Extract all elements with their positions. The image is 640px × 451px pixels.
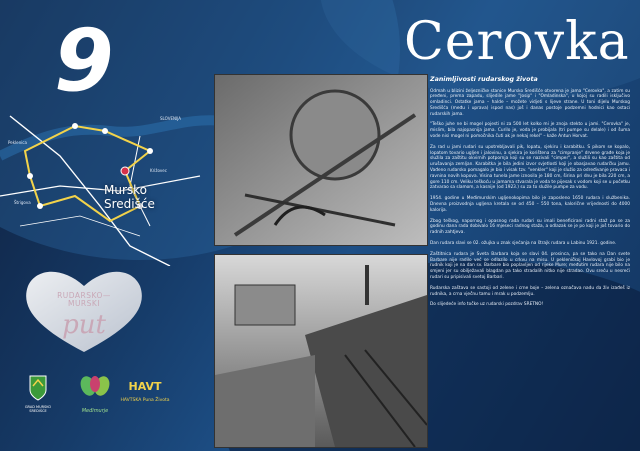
station-number: 9 bbox=[54, 11, 110, 111]
article-paragraph: Odmah u blizini željezničke stanice Mursko Središće otvorena je jama "Cerovka", a zatim su pređeni, prema zapadu, slijedile jame "Josip" i "Omladinska", u kojoj su radili isključivo omladinci. Ostatke jama – halde – možete vidjeti s lijeve strane. U toni dijelu Murskog Središća (među i uprava) ispod nas) još i danas postoje podzemni hodnici kao ostaci rudarskih jama. bbox=[430, 88, 630, 117]
svg-text:HAVT: HAVT bbox=[128, 380, 162, 393]
map-place-label: Peklenica bbox=[8, 140, 27, 145]
historic-photo-mining-tools bbox=[214, 74, 428, 246]
article-paragraph: Zbog teškog, napornog i opasnog rada rudari su imali beneficirani radni staž pa se za godinu dana rada dobivalo 16 mjeseci radnog staža, a odlazak se je po koji je još tovario do radnih zahtjeva. bbox=[430, 218, 630, 236]
partner-label: Međimurje bbox=[81, 408, 109, 414]
article-paragraph: "Teško juhe ne bi mogel pojesti ni za 500 let kolko mi je znoja stekto u jami. "Cerovka" je, mislim, bila najopasnija jama. Curilo je, voda je probijala (tri pumpe su delale) i od šuma vode nisi mogel ni pomočnika čuti ak je nekaj rekel" – kaže Antun Horvat. bbox=[430, 122, 630, 140]
historic-photo-mine-shaft bbox=[214, 254, 428, 448]
map-town-line1: Mursko bbox=[104, 183, 148, 197]
logo-tagline bbox=[22, 292, 146, 309]
map-town-label bbox=[104, 184, 155, 212]
article-paragraph: 1954. godine u Međimurskim ugljenokopima bilo je zaposleno 1650 rudara i službenika. Dnevna proizvodnja ugljena kretala se od 450 – 550 tona, kalorične vrijednosti do 4000 kalorija. bbox=[430, 196, 630, 213]
article-paragraph: Dan rudara slavi se 02. ožujka u znak sjećanja na štrajk rudara u Labinu 1921. godine. bbox=[430, 241, 617, 247]
article-paragraph: Rudarska zaštava se sastoji od zelene i crne boje – zelena označava nadu da živ izađeš iz rudnika, a crna vječnu tamu i mrak u podzemlju. bbox=[430, 285, 630, 297]
article bbox=[430, 76, 630, 313]
route-map bbox=[0, 96, 225, 266]
partner-label: HAVTSKA Puna Života bbox=[120, 398, 170, 403]
logo-word: put bbox=[62, 310, 106, 340]
map-place-label: SLOVENIJA bbox=[160, 116, 181, 121]
article-paragraph: Za rad u jami rudari su upotrebljavali pik, lopatu, sjekiru i karabitku. S pikom se kopalo, lopatom tovario ugljen i jalovinu, a sjekira je korištena za "cimpranje" drvene građe koja je služila za zaštitu okvirnih potpornja koji su se nazivali "cimper", a služili su kao zaštita od urušavanja zemljan. Karabitka je bila jedini izvor svjetlosti koji je obasjavao rudarčku jamu. Vađeno rudarsko pomagalo je bio i visak tzv. "venkler" koji je služio za određivanje pravaca i ravnina novih kopova. Visina tunela jame iznosila je 180 cm, širina pri dnu je bila 220 cm, a gore 110 cm. Veliku teškoću u jamama stvarala je voda te pijesak s vodom koji se u početku zatvarao sa slamom, a kasnije (od 1923.) su za to služile pumpe za vodu. bbox=[430, 144, 630, 191]
map-town-line2: Središće bbox=[104, 196, 155, 211]
article-paragraph: Zaštitnica rudara je Sveta Barbara koja se slavi 04. prosinca, pa se tako na Dan svete Barbare nije radilo već se odlazilo u crkvu na misu. U pekleničkoj Havlovoj grabi bio je rudnik koji je na dan sv. Barbare bio poplavljen od rijeke Mure; međutim rudara nije bilo na smjeni jer su obilježavali blagdan pa tako stradalih nitko nije stradao. Ovu sreću u nesreći rudari su pripisivali svetoj Barbari. bbox=[430, 251, 630, 281]
article-paragraph: Do slijedeće info točke uz rudarski pozdrav SRETNO! bbox=[430, 302, 544, 308]
map-place-label: Štrigova bbox=[14, 200, 31, 205]
partner-label: GRAD MURSKO SREDIŠĆE bbox=[24, 405, 52, 414]
article-heading: Zanimljivosti rudarskog života bbox=[430, 76, 538, 83]
page-title: Cerovka bbox=[404, 12, 630, 72]
logo-line2: MURSKI bbox=[67, 299, 101, 309]
map-place-label: Križovec bbox=[150, 168, 167, 173]
coat-of-arms-icon bbox=[28, 374, 48, 402]
medjimurje-logo-icon bbox=[74, 374, 116, 408]
logo-line1: RUDARSKO— bbox=[57, 291, 111, 300]
